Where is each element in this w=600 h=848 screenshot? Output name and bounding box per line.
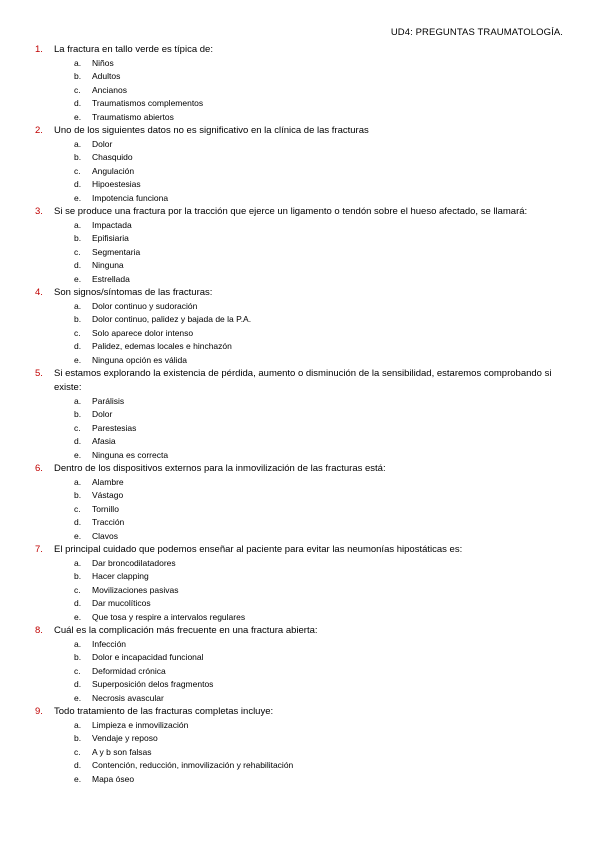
question-line (35, 624, 565, 638)
option-letter: d. (74, 341, 82, 352)
question-number: 2. (35, 125, 43, 137)
option-letter: d. (74, 179, 82, 190)
option-letter: b. (74, 152, 82, 163)
option-letter: a. (74, 300, 82, 311)
question-text: La fractura en tallo verde es típica de: (54, 44, 213, 55)
answer-option (35, 232, 565, 246)
question-text: Cuál es la complicación más frecuente en una fractura abierta: (54, 625, 318, 637)
option-text: Ninguna opción es válida (92, 354, 187, 365)
option-text: Clavos (92, 530, 118, 541)
option-letter: d. (74, 760, 82, 771)
option-text: Impactada (92, 219, 132, 230)
option-letter: c. (74, 503, 81, 514)
answer-option (35, 435, 565, 449)
option-text: Alambre (92, 476, 124, 487)
question-line (35, 705, 565, 719)
answer-option (35, 327, 565, 341)
option-text: Vástago (92, 490, 124, 501)
answer-option (35, 759, 565, 773)
option-letter: b. (74, 314, 82, 325)
answer-option (35, 476, 565, 490)
option-text: Hacer clapping (92, 571, 149, 582)
answer-option (35, 97, 565, 111)
option-text: Epifisiaria (92, 233, 129, 244)
option-letter: a. (74, 638, 82, 649)
option-letter: b. (74, 490, 82, 501)
option-text: Necrosis avascular (92, 692, 164, 703)
answer-option (35, 719, 565, 733)
option-text: Contención, reducción, inmovilización y rehabilitación (92, 760, 294, 771)
option-text: Dolor continuo y sudoración (92, 300, 198, 311)
option-text: Tornillo (92, 503, 119, 514)
option-letter: a. (74, 719, 82, 730)
answer-option (35, 678, 565, 692)
option-letter: a. (74, 57, 82, 68)
option-letter: d. (74, 679, 82, 690)
answer-option (35, 313, 565, 327)
option-text: Limpieza e inmovilización (92, 719, 189, 730)
option-letter: b. (74, 571, 82, 582)
question-number: 6. (35, 463, 43, 475)
option-text: Ninguna (92, 260, 124, 271)
option-text: Dolor e incapacidad funcional (92, 652, 204, 663)
option-letter: d. (74, 436, 82, 447)
document-header: UD4: PREGUNTAS TRAUMATOLOGÍA. (390, 27, 563, 38)
option-text: Parálisis (92, 395, 125, 406)
option-letter: e. (74, 530, 82, 541)
option-letter: e. (74, 354, 82, 365)
answer-option (35, 570, 565, 584)
option-letter: e. (74, 611, 82, 622)
answer-option (35, 746, 565, 760)
option-text: Ancianos (92, 84, 127, 95)
option-letter: a. (74, 395, 82, 406)
answer-option (35, 178, 565, 192)
option-letter: b. (74, 409, 82, 420)
answer-option (35, 638, 565, 652)
question-list (35, 43, 565, 786)
question-line (35, 205, 565, 219)
answer-option (35, 611, 565, 625)
option-letter: e. (74, 273, 82, 284)
question-7 (35, 543, 565, 624)
answer-option (35, 449, 565, 463)
option-text: Deformidad crónica (92, 665, 166, 676)
option-text: Niños (92, 57, 114, 68)
question-text: Dentro de los dispositivos externos para la inmovilización de las fracturas está: (54, 463, 386, 475)
question-number: 5. (35, 368, 43, 380)
option-letter: a. (74, 557, 82, 568)
option-text: Dar mucolíticos (92, 598, 151, 609)
question-line (35, 286, 565, 300)
answer-option (35, 57, 565, 71)
answer-option (35, 557, 565, 571)
option-text: Impotencia funciona (92, 192, 169, 203)
question-text: Si se produce una fractura por la tracción que ejerce un ligamento o tendón sobre el hueso afectado, se llamará: (54, 206, 528, 218)
question-8 (35, 624, 565, 705)
answer-option (35, 340, 565, 354)
option-letter: e. (74, 192, 82, 203)
question-text: Todo tratamiento de las fracturas completas incluye: (54, 706, 274, 718)
option-text: Hipoestesias (92, 179, 141, 190)
option-letter: e. (74, 111, 82, 122)
option-text: Infección (92, 638, 127, 649)
answer-option (35, 151, 565, 165)
answer-option (35, 692, 565, 706)
question-text: El principal cuidado que podemos enseñar al paciente para evitar las neumonías hipostáticas es: (54, 544, 463, 556)
option-letter: e. (74, 692, 82, 703)
answer-option (35, 651, 565, 665)
option-letter: a. (74, 219, 82, 230)
option-letter: c. (74, 584, 81, 595)
option-letter: c. (74, 665, 81, 676)
option-text: Dolor continuo, palidez y bajada de la P.A. (92, 314, 252, 325)
option-letter: d. (74, 598, 82, 609)
option-letter: e. (74, 449, 82, 460)
answer-option (35, 584, 565, 598)
option-text: Dolor (92, 409, 113, 420)
question-number: 1. (35, 44, 43, 55)
answer-option (35, 138, 565, 152)
question-4 (35, 286, 565, 367)
answer-option (35, 354, 565, 368)
option-letter: b. (74, 733, 82, 744)
option-text: Movilizaciones pasivas (92, 584, 179, 595)
question-6 (35, 462, 565, 543)
question-1 (35, 43, 565, 124)
answer-option (35, 111, 565, 125)
option-letter: d. (74, 517, 82, 528)
option-text: Adultos (92, 71, 121, 82)
option-letter: c. (74, 327, 81, 338)
answer-option (35, 597, 565, 611)
option-text: Estrellada (92, 273, 130, 284)
option-letter: c. (74, 246, 81, 257)
question-line (35, 43, 565, 57)
question-text: Si estamos explorando la existencia de pérdida, aumento o disminución de la sensibilidad, estaremos comprobando si existe: (54, 368, 552, 393)
option-letter: b. (74, 652, 82, 663)
question-line (35, 462, 565, 476)
question-text: Son signos/síntomas de las fracturas: (54, 287, 213, 299)
option-text: A y b son falsas (92, 746, 152, 757)
option-text: Dar broncodilatadores (92, 557, 176, 568)
question-number: 4. (35, 287, 43, 299)
answer-option (35, 732, 565, 746)
option-letter: d. (74, 98, 82, 109)
option-text: Mapa óseo (92, 773, 135, 784)
question-5 (35, 367, 565, 462)
option-text: Traumatismo abiertos (92, 111, 174, 122)
question-number: 3. (35, 206, 43, 218)
question-line (35, 124, 565, 138)
option-letter: c. (74, 422, 81, 433)
option-letter: a. (74, 138, 82, 149)
answer-option (35, 219, 565, 233)
option-letter: c. (74, 746, 81, 757)
answer-option (35, 273, 565, 287)
answer-option (35, 300, 565, 314)
option-text: Afasia (92, 436, 116, 447)
option-text: Palidez, edemas locales e hinchazón (92, 341, 232, 352)
question-3 (35, 205, 565, 286)
answer-option (35, 665, 565, 679)
question-9 (35, 705, 565, 786)
answer-option (35, 165, 565, 179)
answer-option (35, 773, 565, 787)
question-number: 8. (35, 625, 43, 637)
option-letter: c. (74, 165, 81, 176)
answer-option (35, 408, 565, 422)
answer-option (35, 246, 565, 260)
option-text: Tracción (92, 517, 125, 528)
answer-option (35, 192, 565, 206)
option-text: Parestesias (92, 422, 137, 433)
option-text: Segmentaria (92, 246, 141, 257)
option-letter: b. (74, 233, 82, 244)
question-number: 9. (35, 706, 43, 718)
answer-option (35, 70, 565, 84)
question-2 (35, 124, 565, 205)
option-letter: e. (74, 773, 82, 784)
answer-option (35, 489, 565, 503)
option-text: Dolor (92, 138, 113, 149)
answer-option (35, 259, 565, 273)
answer-option (35, 84, 565, 98)
option-letter: b. (74, 71, 82, 82)
answer-option (35, 516, 565, 530)
answer-option (35, 503, 565, 517)
option-letter: c. (74, 84, 81, 95)
option-text: Vendaje y reposo (92, 733, 158, 744)
option-text: Traumatismos complementos (92, 98, 204, 109)
option-letter: d. (74, 260, 82, 271)
answer-option (35, 530, 565, 544)
option-text: Ninguna es correcta (92, 449, 169, 460)
option-text: Que tosa y respire a intervalos regulares (92, 611, 246, 622)
question-line (35, 367, 565, 394)
answer-option (35, 422, 565, 436)
option-text: Superposición delos fragmentos (92, 679, 214, 690)
question-line (35, 543, 565, 557)
question-number: 7. (35, 544, 43, 556)
option-text: Angulación (92, 165, 135, 176)
question-text: Uno de los siguientes datos no es significativo en la clínica de las fracturas (54, 125, 369, 137)
option-letter: a. (74, 476, 82, 487)
option-text: Chasquido (92, 152, 133, 163)
answer-option (35, 395, 565, 409)
option-text: Solo aparece dolor intenso (92, 327, 194, 338)
